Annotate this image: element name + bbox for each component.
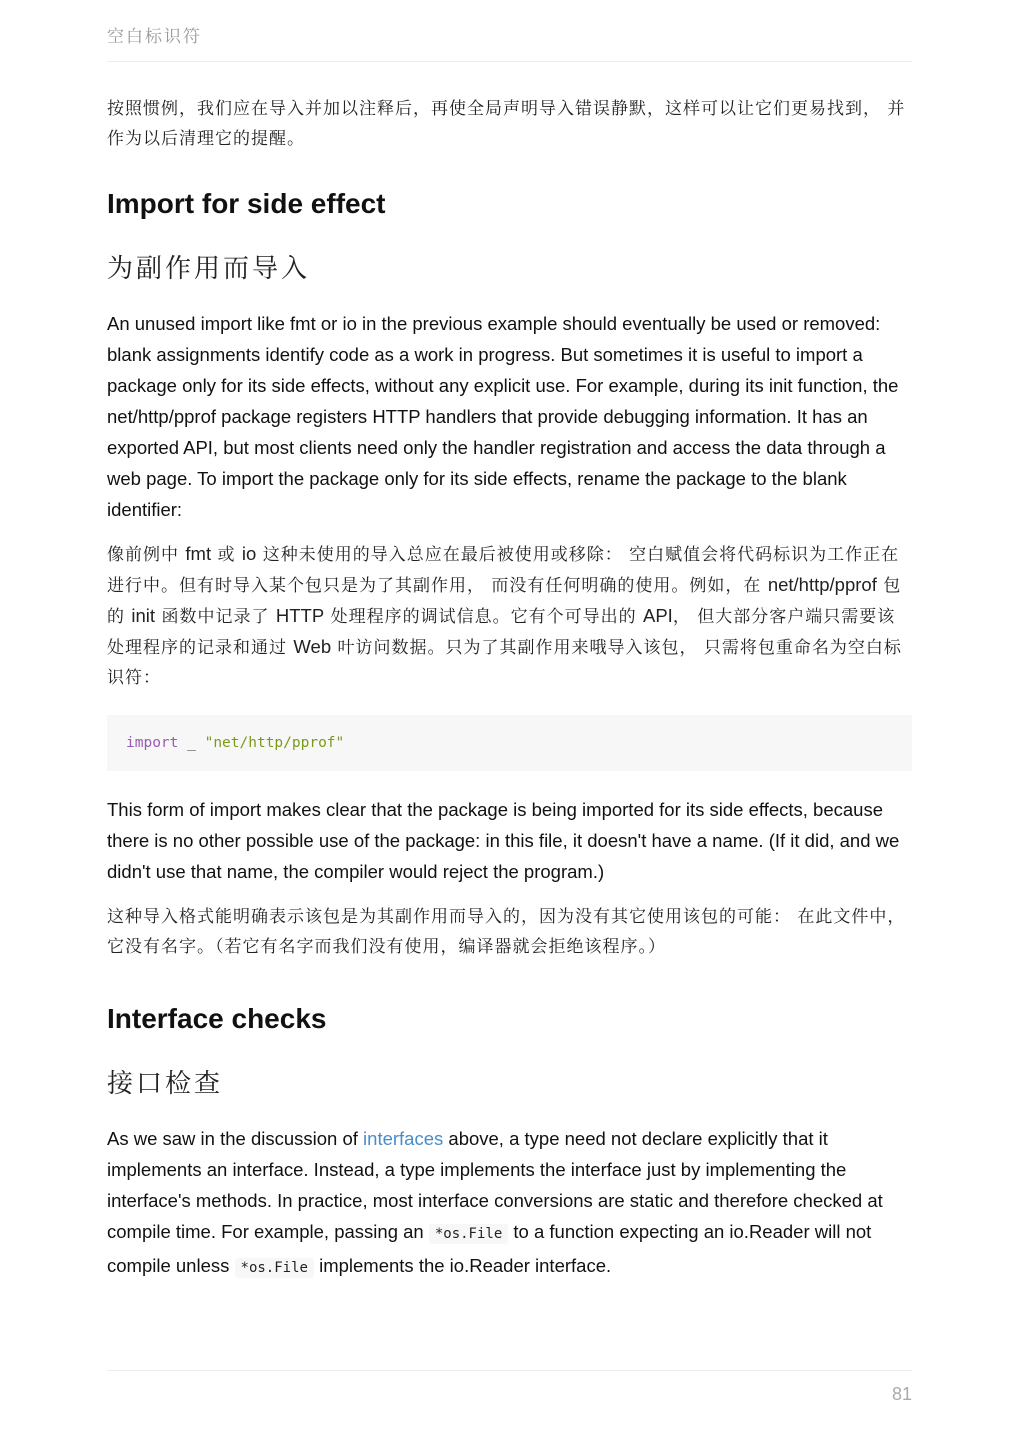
text-run: HTTP [275, 605, 325, 626]
code-identifier: _ [187, 735, 196, 751]
text-run: As we saw in the discussion of [107, 1128, 364, 1149]
inline-code-os-file: *os.File [429, 1224, 508, 1244]
text-run: 像前例中 [107, 545, 186, 565]
section-heading-cn-import-side-effect: 为副作用而导入 [107, 254, 311, 284]
text-run: 函数中记录了 [155, 607, 276, 627]
text-run: to a function expecting an io.Reader will not compile unless [107, 1221, 872, 1276]
text-run: implements the io.Reader interface. [313, 1255, 612, 1276]
text-run: 这种未使用的导入总应在最后被使用或移除： 空白赋值会将代码标识为工作正在进行中。但有时导入某个包只是为了其副作用， 而没有任何明确的使用。例如，在 [107, 545, 900, 596]
code-string: "net/http/pprof" [204, 735, 345, 751]
text-run: init [131, 605, 156, 626]
text-run: 叶访问数据。只为了其副作用来哦导入该包， 只需将包重命名为空白标识符： [107, 638, 902, 688]
text-run: net/http/pprof [767, 574, 877, 595]
code-keyword: import [126, 735, 179, 751]
interfaces-link[interactable]: interfaces [363, 1128, 444, 1149]
import-form-paragraph-cn: 这种导入格式能明确表示该包是为其副作用而导入的，因为没有其它使用该包的可能： 在此文件中，它没有名字。（若它有名字而我们没有使用，编译器就会拒绝该程序。） [107, 907, 906, 957]
section-heading-import-side-effect: Import for side effect [107, 188, 386, 219]
side-effect-paragraph-cn [107, 539, 912, 693]
text-run: io [241, 543, 257, 564]
interface-checks-paragraph [107, 1123, 912, 1284]
text-run: fmt [185, 543, 212, 564]
code-block [107, 715, 912, 771]
text-run: 处理程序的调试信息。它有个可导出的 [324, 607, 643, 627]
text-run: 或 [211, 545, 242, 565]
text-run: 包的 [107, 576, 902, 627]
text-run: ， 但大部分客户端只需要该处理程序的记录和通过 [107, 607, 896, 658]
import-form-paragraph-en: This form of import makes clear that the package is being imported for its side effects, because there is no other possible use of the package: in this file, it doesn't have a name. (If it did, and we didn't use that name, the compiler would reject the program.) [107, 799, 900, 882]
page-footer [107, 1370, 912, 1405]
intro-paragraph-cn: 按照惯例，我们应在导入并加以注释后，再使全局声明导入错误静默，这样可以让它们更易找到， 并作为以后清理它的提醒。 [107, 99, 906, 149]
section-heading-interface-checks: Interface checks [107, 1003, 327, 1034]
text-run: API [643, 605, 673, 626]
text-run: above, a type need not declare explicitly that it implements an interface. Instead, a type implements the interface just by implementing the interface's methods. In practice, most interface conversions are static and therefore checked at compile time. For example, passing an [107, 1128, 883, 1242]
page-content [107, 94, 912, 1284]
section-heading-cn-interface-checks: 接口检查 [107, 1069, 224, 1099]
inline-code-os-file: *os.File [235, 1258, 314, 1278]
text-run: Web [293, 636, 332, 657]
page-number: 81 [891, 1384, 912, 1404]
running-header: 空白标识符 [107, 22, 912, 62]
side-effect-paragraph-en: An unused import like fmt or io in the previous example should eventually be used or removed: blank assignments identify code as a work in progress. But sometimes it is useful to import a package only for its side effects, without any explicit use. For example, during its init function, the net/http/pprof package registers HTTP handlers that provide debugging information. It has an exported API, but most clients need only the handler registration and access the data through a web page. To import the package only for its side effects, rename the package to the blank identifier: [107, 313, 899, 520]
